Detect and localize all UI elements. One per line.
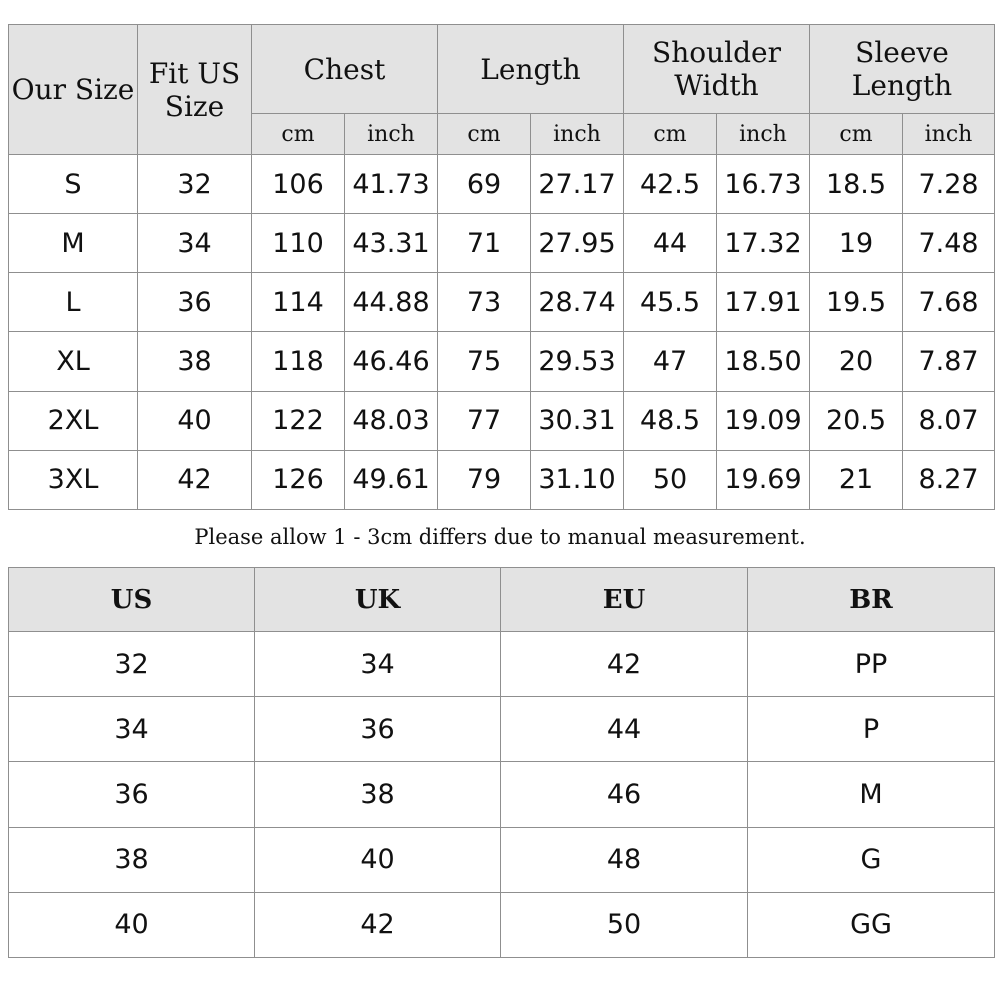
- table-cell: 30.31: [531, 391, 624, 450]
- measurement-note: Please allow 1 - 3cm differs due to manual measurement.: [194, 525, 806, 549]
- table-cell: 19.09: [717, 391, 810, 450]
- header-length: Length: [438, 25, 624, 114]
- table-cell: 21: [810, 450, 903, 509]
- table-cell: M: [9, 214, 138, 273]
- table-cell: 50: [501, 892, 748, 957]
- table-cell: 27.95: [531, 214, 624, 273]
- table-cell: 17.32: [717, 214, 810, 273]
- table-cell: 38: [255, 762, 501, 827]
- table-cell: 34: [255, 632, 501, 697]
- table-cell: 40: [138, 391, 252, 450]
- conversion-row: [9, 827, 995, 892]
- table-cell: G: [748, 827, 995, 892]
- header-sleeve-cm: cm: [810, 114, 903, 155]
- size-row: [9, 214, 995, 273]
- header-sleeve-length-label: Sleeve Length: [851, 36, 953, 102]
- table-cell: S: [9, 155, 138, 214]
- header-eu: EU: [501, 568, 748, 632]
- header-sleeve-inch: inch: [903, 114, 995, 155]
- table-cell: 71: [438, 214, 531, 273]
- table-cell: 7.87: [903, 332, 995, 391]
- table-cell: 75: [438, 332, 531, 391]
- table-cell: 43.31: [345, 214, 438, 273]
- header-chest-cm: cm: [252, 114, 345, 155]
- table-cell: 29.53: [531, 332, 624, 391]
- header-uk: UK: [255, 568, 501, 632]
- size-chart-table: [8, 24, 995, 510]
- table-cell: 40: [255, 827, 501, 892]
- table-cell: 73: [438, 273, 531, 332]
- table-cell: 44.88: [345, 273, 438, 332]
- table-cell: 110: [252, 214, 345, 273]
- header-our-size: Our Size: [9, 25, 138, 155]
- table-cell: 40: [9, 892, 255, 957]
- conversion-row: [9, 892, 995, 957]
- table-cell: 41.73: [345, 155, 438, 214]
- table-cell: 19: [810, 214, 903, 273]
- table-cell: 18.50: [717, 332, 810, 391]
- header-shoulder-inch: inch: [717, 114, 810, 155]
- size-row: [9, 332, 995, 391]
- size-row: [9, 391, 995, 450]
- table-cell: 7.68: [903, 273, 995, 332]
- table-cell: 8.27: [903, 450, 995, 509]
- header-fit-us-size: [138, 25, 252, 155]
- table-cell: 16.73: [717, 155, 810, 214]
- table-cell: 17.91: [717, 273, 810, 332]
- table-cell: M: [748, 762, 995, 827]
- table-cell: 44: [624, 214, 717, 273]
- header-chest: Chest: [252, 25, 438, 114]
- table-cell: 38: [138, 332, 252, 391]
- size-conversion-body: [9, 632, 995, 958]
- table-cell: 49.61: [345, 450, 438, 509]
- table-cell: P: [748, 697, 995, 762]
- conversion-row: [9, 632, 995, 697]
- table-cell: 79: [438, 450, 531, 509]
- conversion-row: [9, 697, 995, 762]
- table-cell: 122: [252, 391, 345, 450]
- table-cell: 48.5: [624, 391, 717, 450]
- table-cell: 48.03: [345, 391, 438, 450]
- table-cell: 47: [624, 332, 717, 391]
- size-row: [9, 273, 995, 332]
- table-cell: 42.5: [624, 155, 717, 214]
- table-cell: 8.07: [903, 391, 995, 450]
- table-cell: 27.17: [531, 155, 624, 214]
- table-cell: 46: [501, 762, 748, 827]
- table-cell: 32: [138, 155, 252, 214]
- table-cell: 36: [9, 762, 255, 827]
- header-sleeve-length: [810, 25, 995, 114]
- table-cell: 2XL: [9, 391, 138, 450]
- size-row: [9, 450, 995, 509]
- table-cell: GG: [748, 892, 995, 957]
- table-cell: 19.69: [717, 450, 810, 509]
- table-cell: 69: [438, 155, 531, 214]
- table-cell: 42: [138, 450, 252, 509]
- header-length-inch: inch: [531, 114, 624, 155]
- table-cell: 7.48: [903, 214, 995, 273]
- table-cell: 3XL: [9, 450, 138, 509]
- table-cell: 20.5: [810, 391, 903, 450]
- table-cell: L: [9, 273, 138, 332]
- table-cell: 32: [9, 632, 255, 697]
- table-cell: 38: [9, 827, 255, 892]
- table-cell: 48: [501, 827, 748, 892]
- table-cell: 34: [9, 697, 255, 762]
- table-cell: 20: [810, 332, 903, 391]
- size-conversion-table: [8, 567, 995, 958]
- table-cell: 44: [501, 697, 748, 762]
- table-cell: 77: [438, 391, 531, 450]
- table-cell: 19.5: [810, 273, 903, 332]
- table-cell: 50: [624, 450, 717, 509]
- table-cell: 42: [501, 632, 748, 697]
- table-cell: 36: [138, 273, 252, 332]
- table-cell: 106: [252, 155, 345, 214]
- table-cell: PP: [748, 632, 995, 697]
- header-fit-us-size-label: Fit US Size: [148, 56, 241, 123]
- table-cell: 34: [138, 214, 252, 273]
- table-cell: 28.74: [531, 273, 624, 332]
- header-br: BR: [748, 568, 995, 632]
- table-cell: 7.28: [903, 155, 995, 214]
- table-cell: 45.5: [624, 273, 717, 332]
- size-chart-body: [9, 155, 995, 510]
- table-cell: XL: [9, 332, 138, 391]
- table-cell: 18.5: [810, 155, 903, 214]
- header-chest-inch: inch: [345, 114, 438, 155]
- conversion-row: [9, 762, 995, 827]
- size-row: [9, 155, 995, 214]
- header-shoulder-width-label: Shoulder Width: [652, 36, 781, 102]
- table-cell: 126: [252, 450, 345, 509]
- table-cell: 118: [252, 332, 345, 391]
- header-length-cm: cm: [438, 114, 531, 155]
- table-cell: 114: [252, 273, 345, 332]
- table-cell: 46.46: [345, 332, 438, 391]
- table-cell: 36: [255, 697, 501, 762]
- table-cell: 31.10: [531, 450, 624, 509]
- header-us: US: [9, 568, 255, 632]
- table-cell: 42: [255, 892, 501, 957]
- header-shoulder-width: [624, 25, 810, 114]
- header-shoulder-cm: cm: [624, 114, 717, 155]
